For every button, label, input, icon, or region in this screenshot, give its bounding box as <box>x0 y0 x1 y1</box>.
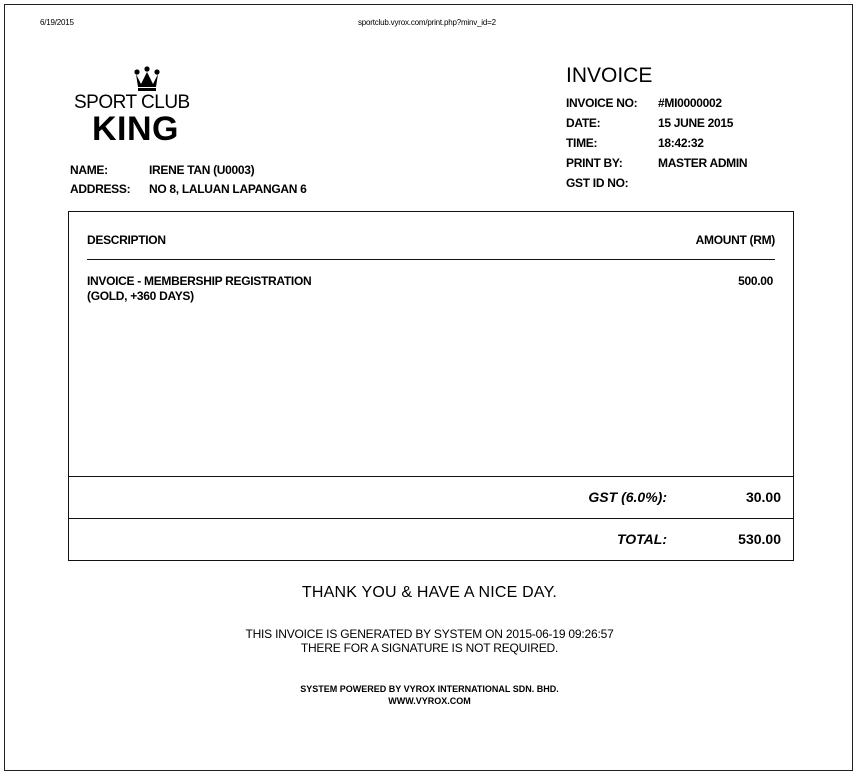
gst-label: GST (6.0%): <box>588 489 667 505</box>
print-date: 6/19/2015 <box>40 18 74 27</box>
total-row <box>69 531 793 571</box>
meta-label: TIME: <box>566 136 598 150</box>
meta-label: INVOICE NO: <box>566 96 638 110</box>
powered-by-website: WWW.VYROX.COM <box>388 696 471 706</box>
amount-header: AMOUNT (RM) <box>695 233 775 247</box>
meta-label: DATE: <box>566 116 601 130</box>
name-label: NAME: <box>70 163 108 177</box>
gst-value: 30.00 <box>745 489 781 505</box>
item-description <box>87 274 311 304</box>
meta-value: 15 JUNE 2015 <box>658 116 734 130</box>
address-value: NO 8, LALUAN LAPANGAN 6 <box>149 182 307 196</box>
totals-divider-middle <box>69 518 793 519</box>
logo-text-king: KING <box>92 110 179 148</box>
items-header <box>87 233 775 260</box>
system-note-line2: THERE FOR A SIGNATURE IS NOT REQUIRED. <box>300 641 559 655</box>
name-value: IRENE TAN (U0003) <box>149 163 255 177</box>
description-header: DESCRIPTION <box>87 233 166 247</box>
meta-label: PRINT BY: <box>566 156 623 170</box>
invoice-items-table <box>68 211 794 561</box>
item-amount: 500.00 <box>738 274 773 288</box>
crown-icon <box>134 66 160 92</box>
meta-value: MASTER ADMIN <box>658 156 748 170</box>
thank-you-message: THANK YOU & HAVE A NICE DAY. <box>301 584 558 601</box>
totals-divider-top <box>69 476 793 477</box>
total-label: TOTAL: <box>616 531 667 547</box>
invoice-title: INVOICE <box>566 64 653 87</box>
powered-by <box>0 683 859 707</box>
print-url: sportclub.vyrox.com/print.php?minv_id=2 <box>358 18 496 27</box>
logo-text-sport-club: SPORT CLUB <box>74 92 190 113</box>
total-value: 530.00 <box>738 531 781 547</box>
gst-row <box>69 489 793 529</box>
meta-value: 18:42:32 <box>658 136 704 150</box>
system-generated-note <box>0 627 859 655</box>
address-label: ADDRESS: <box>70 182 131 196</box>
system-note-line1: THIS INVOICE IS GENERATED BY SYSTEM ON 2015-06-19 09:26:57 <box>245 627 614 641</box>
item-description-line1: INVOICE - MEMBERSHIP REGISTRATION <box>87 274 312 288</box>
meta-label: GST ID NO: <box>566 176 629 190</box>
item-description-line2: (GOLD, +360 DAYS) <box>87 289 194 303</box>
company-logo <box>72 66 212 156</box>
powered-by-line1: SYSTEM POWERED BY VYROX INTERNATIONAL SDN. BHD. <box>300 684 559 694</box>
meta-value: #MI0000002 <box>658 96 722 110</box>
